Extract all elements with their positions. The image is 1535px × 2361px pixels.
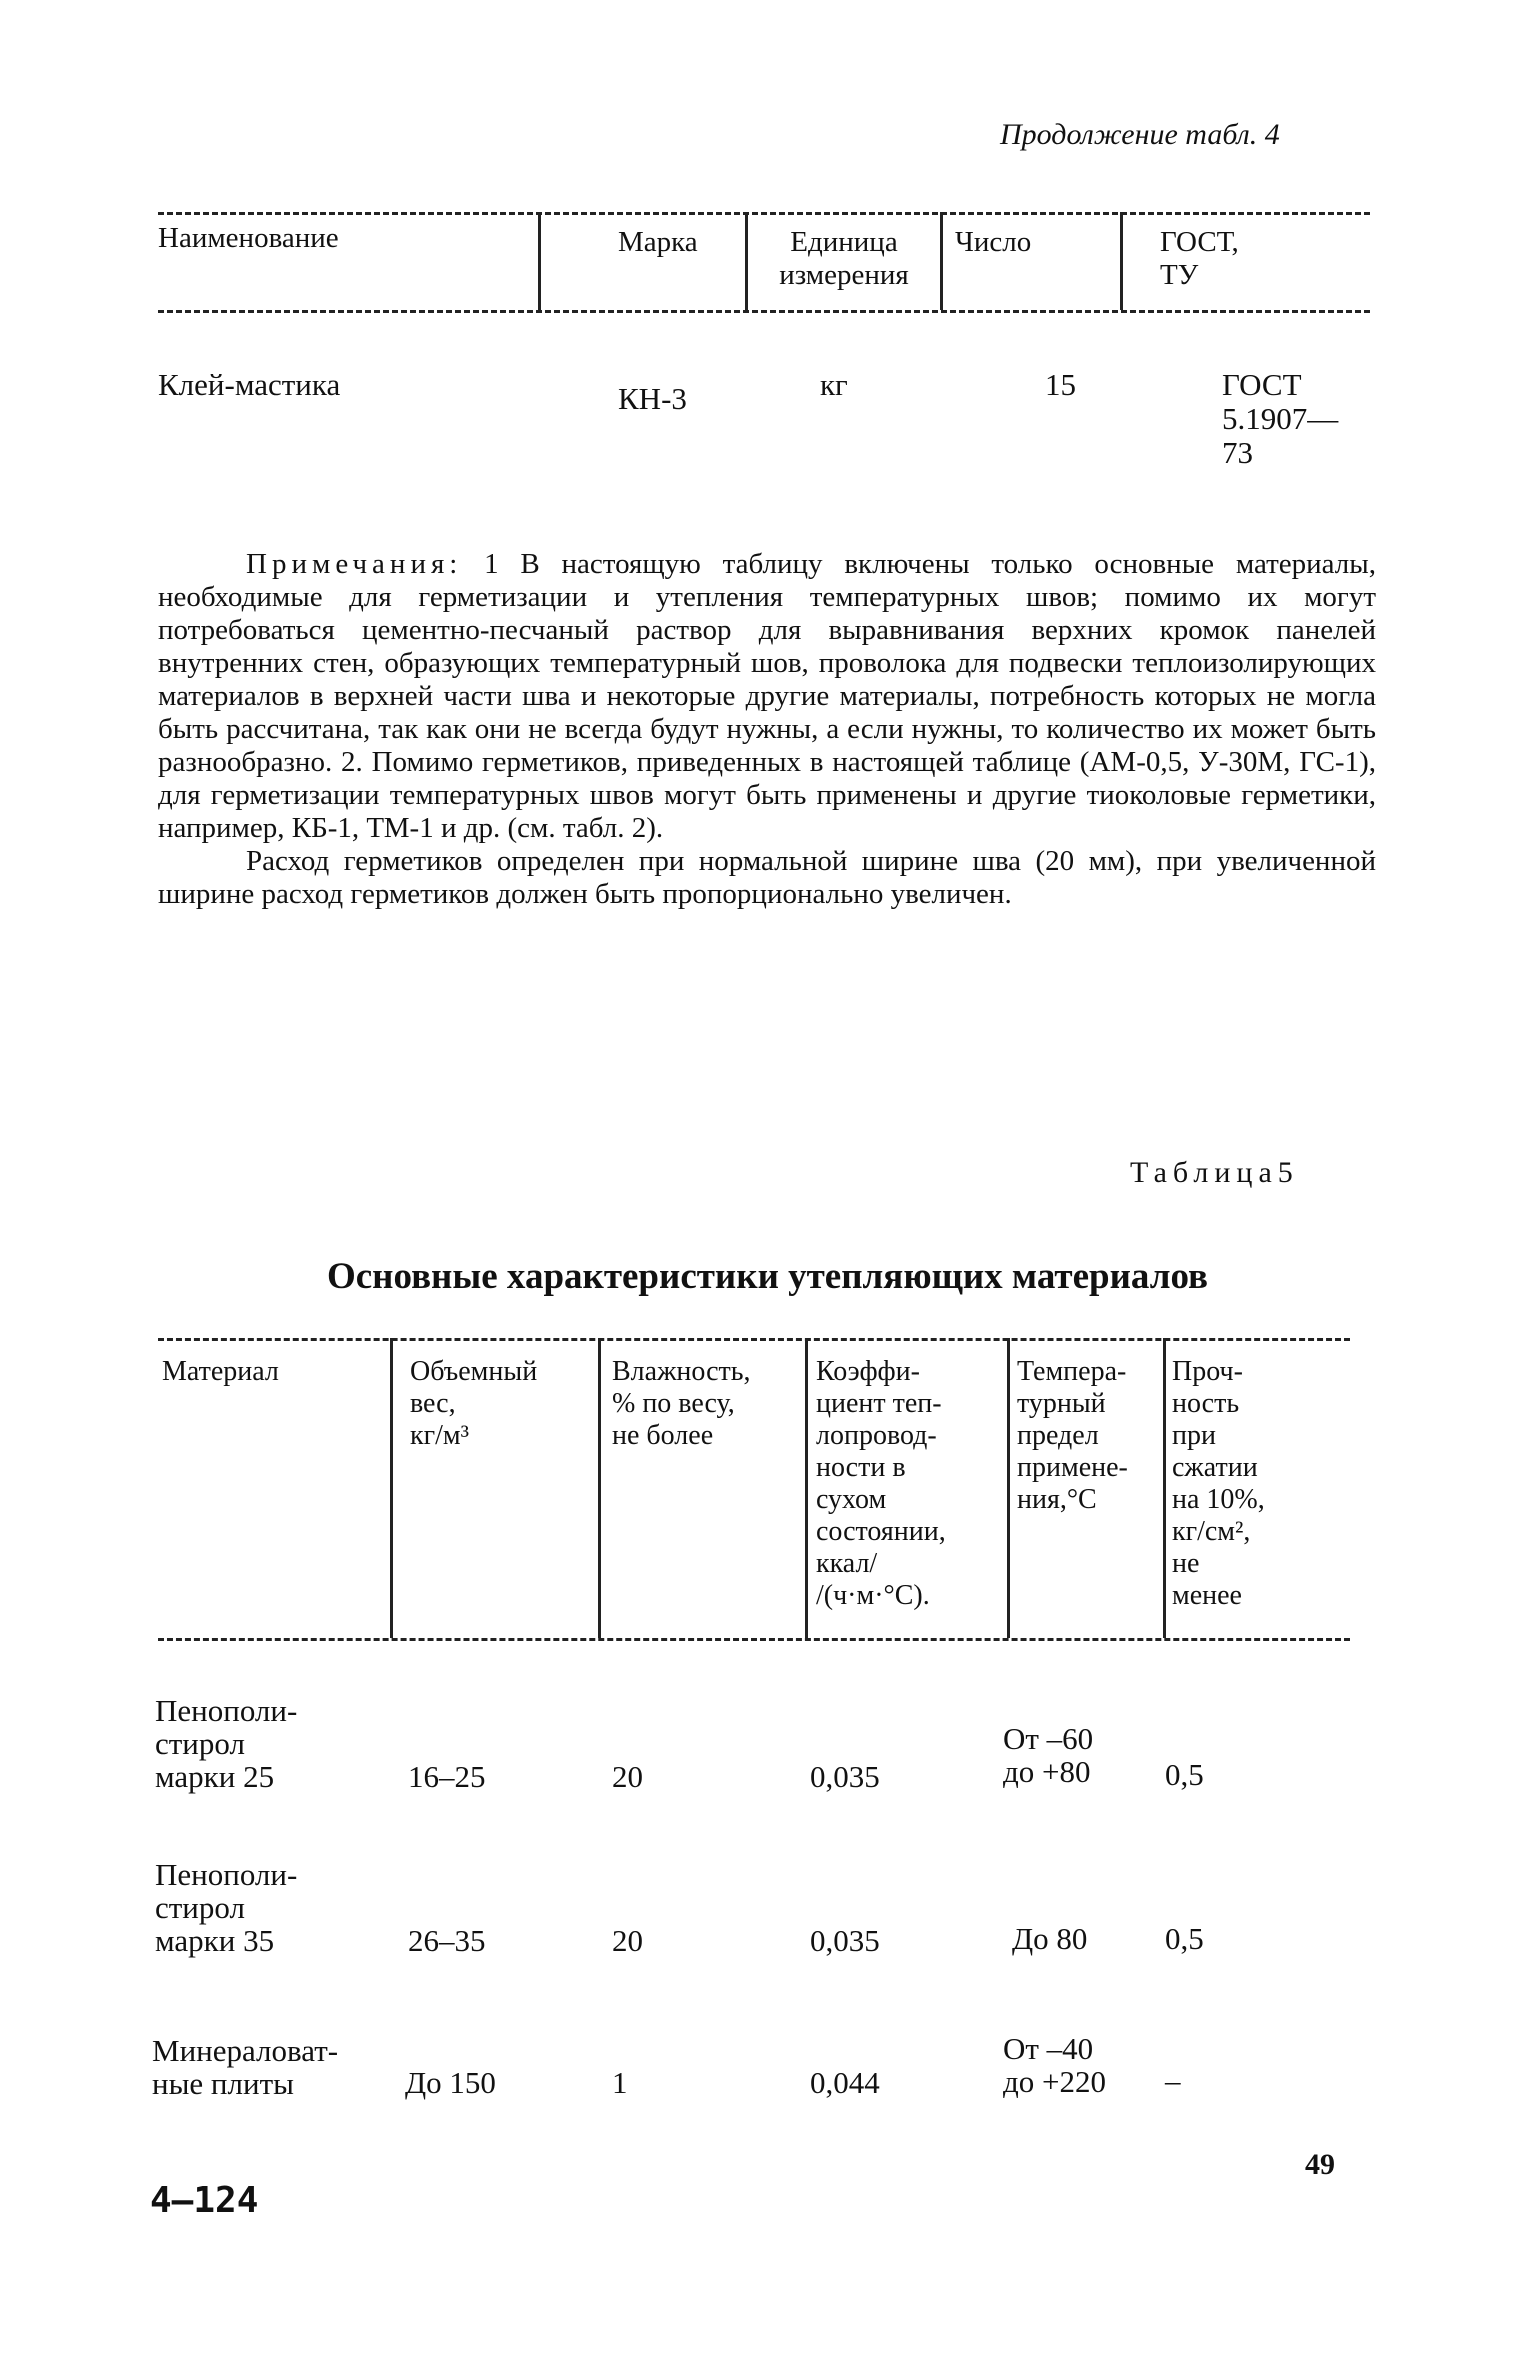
header-line: Темпера-: [1017, 1356, 1127, 1387]
table4-cell-name: Клей-мастика: [158, 367, 341, 402]
table5-label: Таблица5: [1130, 1156, 1299, 1189]
table5-header-moisture: [612, 1356, 751, 1452]
row-moisture: 20: [612, 1923, 643, 1958]
table4-header-unit: Единица измерения: [779, 226, 909, 291]
table4-header-gost: ГОСТ, ТУ: [1160, 226, 1239, 291]
table4-top-rule: [158, 212, 1370, 215]
page-number: 49: [1305, 2148, 1335, 2181]
table4-header-number: Число: [955, 226, 1032, 258]
table5-col-divider: [1007, 1338, 1010, 1638]
row-material: [155, 1694, 297, 1793]
header-line: Проч-: [1172, 1356, 1243, 1387]
header-line: состоянии,: [816, 1516, 946, 1547]
header-line: предел: [1017, 1420, 1099, 1451]
temperature-line: до +220: [1003, 2064, 1107, 2099]
table4-header-mark: Марка: [618, 226, 698, 258]
table5-header-temperature: [1017, 1356, 1128, 1516]
row-conductivity: 0,035: [810, 1923, 880, 1958]
row-material: [155, 1858, 297, 1957]
header-line: не более: [612, 1420, 714, 1451]
temperature-line: От –40: [1003, 2031, 1094, 2066]
table4-cell-gost-line1: ГОСТ: [1222, 367, 1302, 402]
header-line: кг/м³: [410, 1420, 469, 1451]
header-line: менее: [1172, 1580, 1242, 1611]
continuation-caption: Продолжение табл. 4: [1000, 118, 1280, 151]
row-strength: –: [1165, 2063, 1181, 2098]
table4-cell-number: 15: [1045, 367, 1076, 402]
table5-header-material: Материал: [162, 1356, 279, 1387]
row-material: [152, 2034, 338, 2100]
sheet-code: 4–124: [150, 2180, 259, 2221]
notes-block: [158, 548, 1376, 911]
table4-col-divider: [1120, 212, 1123, 310]
header-line: сухом: [816, 1484, 887, 1515]
table5-top-rule: [158, 1338, 1350, 1341]
material-line: стирол: [155, 1726, 245, 1761]
notes-text-1: 1 В настоящую таблицу включены только основные материалы, необходимые для герметизации и утепления температурных швов; помимо их могут потребоваться цементно-песчаный раствор для выравнивания верхних кромок панелей внутренних стен, образующих температурный шов, проволока для подвески теплоизолирующих материалов в верхней части шва и некоторые другие материалы, потребность которых не могла быть рассчитана, так как они не всегда будут нужны, а если нужны, то количество их может быть разнообразно. 2. Помимо герметиков, приведенных в настоящей таблице (АМ-0,5, У-30М, ГС-1), для герметизации температурных швов могут быть применены и другие тиоколовые герметики, например, КБ-1, ТМ-1 и др. (см. табл. 2).: [158, 548, 1376, 844]
header-line: % по весу,: [612, 1388, 735, 1419]
material-line: стирол: [155, 1890, 245, 1925]
table5-header-bottom-rule: [158, 1638, 1350, 1641]
table4-col-divider: [745, 212, 748, 310]
header-line: не: [1172, 1548, 1200, 1579]
table4-cell-gost-line2: 5.1907—: [1222, 401, 1339, 436]
row-conductivity: 0,044: [810, 2065, 880, 2100]
table5-col-divider: [805, 1338, 808, 1638]
material-line: ные плиты: [152, 2066, 294, 2101]
row-temperature: [1003, 1722, 1093, 1788]
table4-cell-mark: КН-3: [618, 381, 687, 416]
header-line: турный: [1017, 1388, 1106, 1419]
header-line: примене-: [1017, 1452, 1128, 1483]
row-conductivity: 0,035: [810, 1759, 880, 1794]
header-line: лопровод-: [816, 1420, 937, 1451]
header-line: ность: [1172, 1388, 1240, 1419]
table5-col-divider: [390, 1338, 393, 1638]
table5-header-conductivity: [816, 1356, 946, 1612]
header-line: вес,: [410, 1388, 456, 1419]
material-line: Пенополи-: [155, 1693, 298, 1728]
table5-title: Основные характеристики утепляющих материалов: [326, 1256, 1209, 1297]
row-moisture: 20: [612, 1759, 643, 1794]
material-line: Минераловат-: [152, 2033, 339, 2068]
row-density: 26–35: [408, 1923, 486, 1958]
table4-col-divider: [940, 212, 943, 310]
header-line: кг/см²,: [1172, 1516, 1251, 1547]
table4-header-bottom-rule: [158, 310, 1370, 313]
table4-cell-gost-line3: 73: [1222, 435, 1253, 470]
row-strength: 0,5: [1165, 1921, 1204, 1956]
notes-lead: Примечания:: [246, 548, 463, 580]
temperature-line: до +80: [1003, 1754, 1091, 1789]
header-line: Коэффи-: [816, 1356, 920, 1387]
header-line: Объемный: [410, 1356, 538, 1387]
header-line: на 10%,: [1172, 1484, 1265, 1515]
material-line: Пенополи-: [155, 1857, 298, 1892]
table4-header-name: Наименование: [158, 222, 339, 254]
table4-cell-unit: кг: [820, 367, 848, 402]
header-line: при: [1172, 1420, 1216, 1451]
header-line: ккал/: [816, 1548, 878, 1579]
table4-col-divider: [538, 212, 541, 310]
row-moisture: 1: [612, 2065, 628, 2100]
row-temperature: [1003, 2032, 1106, 2098]
row-temperature: До 80: [1012, 1921, 1088, 1956]
table5-col-divider: [598, 1338, 601, 1638]
header-line: Влажность,: [612, 1356, 751, 1387]
temperature-line: От –60: [1003, 1721, 1094, 1756]
table5-header-density: [410, 1356, 537, 1452]
table5-col-divider: [1163, 1338, 1166, 1638]
notes-paragraph-2: Расход герметиков определен при нормальной ширине шва (20 мм), при увеличенной ширине расход герметиков должен быть пропорционально увеличен.: [158, 845, 1376, 910]
row-strength: 0,5: [1165, 1757, 1204, 1792]
header-line: /(ч·м·°С).: [816, 1580, 930, 1611]
header-line: циент теп-: [816, 1388, 942, 1419]
material-line: марки 35: [155, 1923, 275, 1958]
row-density: 16–25: [408, 1759, 486, 1794]
header-line: ности в: [816, 1452, 906, 1483]
notes-paragraph-1: [158, 548, 1376, 845]
header-line: ния,°С: [1017, 1484, 1097, 1515]
row-density: До 150: [405, 2065, 496, 2100]
material-line: марки 25: [155, 1759, 275, 1794]
header-line: сжатии: [1172, 1452, 1258, 1483]
table5-header-strength: [1172, 1356, 1265, 1612]
